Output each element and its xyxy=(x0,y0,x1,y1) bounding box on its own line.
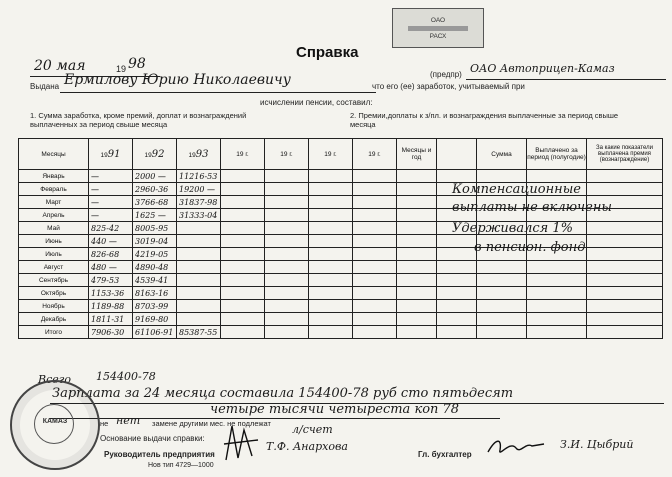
empty-cell xyxy=(527,261,587,274)
empty-cell xyxy=(397,261,437,274)
print-info: Нов тип 4729—1000 xyxy=(148,462,214,469)
empty-cell xyxy=(353,209,397,222)
empty-cell xyxy=(221,183,265,196)
empty-cell xyxy=(437,287,477,300)
month: Январь xyxy=(19,170,89,183)
enterprise-underline xyxy=(466,79,666,80)
cell-year-3 xyxy=(177,274,221,287)
empty-cell xyxy=(437,170,477,183)
date-day: 20 мая xyxy=(34,58,86,74)
empty-cell xyxy=(587,235,663,248)
grand-total-label: Всего xyxy=(38,373,71,386)
pension-text: исчислении пенсии, составил: xyxy=(260,98,373,107)
cell-year-2: 9169-80 xyxy=(133,313,177,326)
cell-year-1: 440 — xyxy=(89,235,133,248)
month: Декабрь xyxy=(19,313,89,326)
empty-cell xyxy=(353,248,397,261)
empty-cell xyxy=(437,248,477,261)
stamp-line1: ОАО xyxy=(430,16,446,24)
enterprise-name: ОАО Автоприцеп-Камаз xyxy=(470,62,615,75)
cell-year-1: 825-42 xyxy=(89,222,133,235)
empty-cell xyxy=(587,170,663,183)
cell-year-3 xyxy=(177,261,221,274)
empty-cell xyxy=(309,170,353,183)
cell-year-3 xyxy=(177,248,221,261)
empty-cell xyxy=(309,196,353,209)
empty-cell xyxy=(477,313,527,326)
empty-cell xyxy=(221,222,265,235)
empty-cell xyxy=(265,313,309,326)
empty-cell xyxy=(477,261,527,274)
table-row xyxy=(19,313,663,326)
empty-cell xyxy=(527,287,587,300)
empty-cell xyxy=(265,300,309,313)
empty-cell xyxy=(309,209,353,222)
empty-cell xyxy=(309,235,353,248)
cell-year-2: 2000 — xyxy=(133,170,177,183)
empty-cell xyxy=(353,170,397,183)
empty-cell xyxy=(587,222,663,235)
empty-cell xyxy=(397,300,437,313)
date-year-prefix: 19 xyxy=(116,64,127,74)
empty-cell xyxy=(437,235,477,248)
empty-cell xyxy=(437,313,477,326)
that-text: что его (ее) заработок, учитываемый при xyxy=(372,82,525,91)
empty-cell xyxy=(477,274,527,287)
cell-year-3 xyxy=(177,313,221,326)
empty-cell xyxy=(265,170,309,183)
empty-cell xyxy=(221,209,265,222)
empty-cell xyxy=(221,274,265,287)
accountant-name: З.И. Цыбрий xyxy=(560,438,634,451)
head-label: Руководитель предприятия xyxy=(104,450,215,459)
basis-handwritten: л/счет xyxy=(292,423,333,436)
cell-year-3: 31333-04 xyxy=(177,209,221,222)
empty-cell xyxy=(353,183,397,196)
cell-year-1: 480 — xyxy=(89,261,133,274)
table-header-row xyxy=(19,139,663,170)
month: Июль xyxy=(19,248,89,261)
month: Март xyxy=(19,196,89,209)
cell-year-2: 8703-99 xyxy=(133,300,177,313)
cell-year-1: 1189-88 xyxy=(89,300,133,313)
empty-cell xyxy=(397,222,437,235)
empty-cell xyxy=(397,170,437,183)
empty-cell xyxy=(309,300,353,313)
empty-cell xyxy=(587,261,663,274)
header-year-6: 19 г. xyxy=(309,139,353,170)
cell-year-1: — xyxy=(89,170,133,183)
empty-cell xyxy=(353,235,397,248)
month: Сентябрь xyxy=(19,274,89,287)
empty-cell xyxy=(353,274,397,287)
cell-year-3: 11216-53 xyxy=(177,170,221,183)
header-blank xyxy=(437,139,477,170)
table-row xyxy=(19,287,663,300)
empty-cell xyxy=(527,274,587,287)
seal-text: КАМАЗ xyxy=(42,418,68,425)
empty-cell xyxy=(353,196,397,209)
empty-cell xyxy=(221,170,265,183)
section-left-heading: 1. Сумма заработка, кроме премий, доплат и вознаграждений выплаченных за период свыше месяца xyxy=(30,111,247,129)
header-months-years: Месяцы и год xyxy=(397,139,437,170)
empty-cell xyxy=(309,261,353,274)
cell-year-2: 4539-41 xyxy=(133,274,177,287)
month: Октябрь xyxy=(19,287,89,300)
cell-year-2: 4219-05 xyxy=(133,248,177,261)
empty-cell xyxy=(397,274,437,287)
empty-cell xyxy=(265,261,309,274)
company-seal xyxy=(10,380,100,470)
empty-cell xyxy=(397,209,437,222)
cell-year-2: 8163-16 xyxy=(133,287,177,300)
empty-cell xyxy=(353,300,397,313)
head-signature xyxy=(222,420,262,464)
registry-stamp xyxy=(392,8,484,48)
empty-cell xyxy=(221,300,265,313)
empty-cell xyxy=(309,248,353,261)
total-row xyxy=(19,326,663,339)
accountant-label: Гл. бухгалтер xyxy=(418,450,472,459)
sum-words-line-1: Зарплата за 24 месяца составила 154400-78 руб сто пятьдесят xyxy=(52,386,514,401)
section-right-heading: 2. Премии,доплаты к з/пл. и вознаграждения выплаченные за период свыше месяца xyxy=(350,111,619,129)
table-row xyxy=(19,274,663,287)
empty-cell xyxy=(221,248,265,261)
total-cell: 85387-55 xyxy=(177,326,221,339)
empty-cell xyxy=(221,196,265,209)
sum-words-line-2: четыре тысячи четыреста коп 78 xyxy=(210,402,460,417)
header-year-1: 1991 xyxy=(89,139,133,170)
empty-cell xyxy=(265,235,309,248)
stamp-line2: РАСХ xyxy=(429,32,447,40)
empty-cell xyxy=(477,287,527,300)
empty-cell xyxy=(353,287,397,300)
cell-year-1: 479-53 xyxy=(89,274,133,287)
empty-cell xyxy=(265,222,309,235)
empty-cell xyxy=(397,196,437,209)
cell-year-1: — xyxy=(89,183,133,196)
note-line-1: Компенсационные xyxy=(452,182,582,197)
cell-year-2: 4890-48 xyxy=(133,261,177,274)
replace-prefix: не xyxy=(100,419,109,428)
cell-year-3 xyxy=(177,222,221,235)
empty-cell xyxy=(265,196,309,209)
empty-cell xyxy=(397,235,437,248)
cell-year-3 xyxy=(177,235,221,248)
empty-cell xyxy=(309,313,353,326)
empty-cell xyxy=(265,248,309,261)
header-paid-period: Выплачено за период (полугодие) xyxy=(527,139,587,170)
cell-year-2: 3766-68 xyxy=(133,196,177,209)
cell-year-2: 1625 — xyxy=(133,209,177,222)
empty-cell xyxy=(527,300,587,313)
empty-cell xyxy=(353,261,397,274)
note-line-3: Удерживался 1% xyxy=(452,221,574,236)
issued-name: Ермилову Юрию Николаевичу xyxy=(64,72,291,88)
month: Апрель xyxy=(19,209,89,222)
empty-cell xyxy=(397,248,437,261)
cell-year-2: 8005-95 xyxy=(133,222,177,235)
empty-cell xyxy=(437,261,477,274)
empty-cell xyxy=(265,274,309,287)
enterprise-label: (предпр) xyxy=(430,70,462,79)
cell-year-3: 31837-98 xyxy=(177,196,221,209)
note-line-4: в пенсион. фонд xyxy=(474,240,586,255)
header-months: Месяцы xyxy=(19,139,89,170)
grand-total-value: 154400-78 xyxy=(96,370,156,383)
empty-cell xyxy=(265,287,309,300)
empty-cell xyxy=(221,287,265,300)
header-year-7: 19 г. xyxy=(353,139,397,170)
head-name: Т.Ф. Анархова xyxy=(266,440,348,453)
empty-cell xyxy=(265,209,309,222)
header-indicators: За какие показатели выплачена премия (вознаграждение) xyxy=(587,139,663,170)
empty-cell xyxy=(221,261,265,274)
empty-cell xyxy=(587,300,663,313)
table-row xyxy=(19,300,663,313)
month: Ноябрь xyxy=(19,300,89,313)
cell-year-1: — xyxy=(89,209,133,222)
month: Август xyxy=(19,261,89,274)
empty-cell xyxy=(477,170,527,183)
empty-cell xyxy=(397,183,437,196)
month: Февраль xyxy=(19,183,89,196)
empty-cell xyxy=(587,183,663,196)
cell-year-1: 1811-31 xyxy=(89,313,133,326)
issued-underline xyxy=(60,92,376,93)
header-sum: Сумма xyxy=(477,139,527,170)
empty-cell xyxy=(587,248,663,261)
empty-cell xyxy=(309,287,353,300)
issued-label: Выдана xyxy=(30,82,60,91)
empty-cell xyxy=(397,287,437,300)
empty-cell xyxy=(587,274,663,287)
header-year-2: 1992 xyxy=(133,139,177,170)
total-label: Итого xyxy=(19,326,89,339)
replace-handwritten: нет xyxy=(116,414,141,427)
table-row xyxy=(19,261,663,274)
empty-cell xyxy=(309,183,353,196)
cell-year-1: 1153-36 xyxy=(89,287,133,300)
stamp-blur xyxy=(408,26,468,31)
header-year-3: 1993 xyxy=(177,139,221,170)
date-year-suffix: 98 xyxy=(128,56,146,72)
header-year-4: 19 г. xyxy=(221,139,265,170)
cell-year-3 xyxy=(177,287,221,300)
replace-text: замене другими мес. не подлежат xyxy=(152,419,271,428)
empty-cell xyxy=(309,274,353,287)
empty-cell xyxy=(265,183,309,196)
empty-cell xyxy=(309,222,353,235)
empty-cell xyxy=(353,222,397,235)
empty-cell xyxy=(221,313,265,326)
document-title: Справка xyxy=(296,44,359,61)
empty-cell xyxy=(437,274,477,287)
empty-cell xyxy=(221,235,265,248)
empty-cell xyxy=(477,300,527,313)
table-row xyxy=(19,170,663,183)
cell-year-2: 3019-04 xyxy=(133,235,177,248)
basis-label: Основание выдачи справки: xyxy=(100,434,205,443)
total-cell: 61106-91 xyxy=(133,326,177,339)
empty-cell xyxy=(397,313,437,326)
accountant-signature xyxy=(486,434,548,460)
cell-year-3 xyxy=(177,300,221,313)
note-line-2: выплаты не включены xyxy=(452,200,612,215)
empty-cell xyxy=(437,300,477,313)
cell-year-2: 2960-36 xyxy=(133,183,177,196)
cell-year-3: 19200 — xyxy=(177,183,221,196)
empty-cell xyxy=(353,313,397,326)
empty-cell xyxy=(527,313,587,326)
cell-year-1: — xyxy=(89,196,133,209)
total-cell: 7906-30 xyxy=(89,326,133,339)
cell-year-1: 826-68 xyxy=(89,248,133,261)
empty-cell xyxy=(527,170,587,183)
earnings-table xyxy=(18,138,663,339)
empty-cell xyxy=(587,287,663,300)
empty-cell xyxy=(587,313,663,326)
header-year-5: 19 г. xyxy=(265,139,309,170)
month: Июнь xyxy=(19,235,89,248)
month: Май xyxy=(19,222,89,235)
